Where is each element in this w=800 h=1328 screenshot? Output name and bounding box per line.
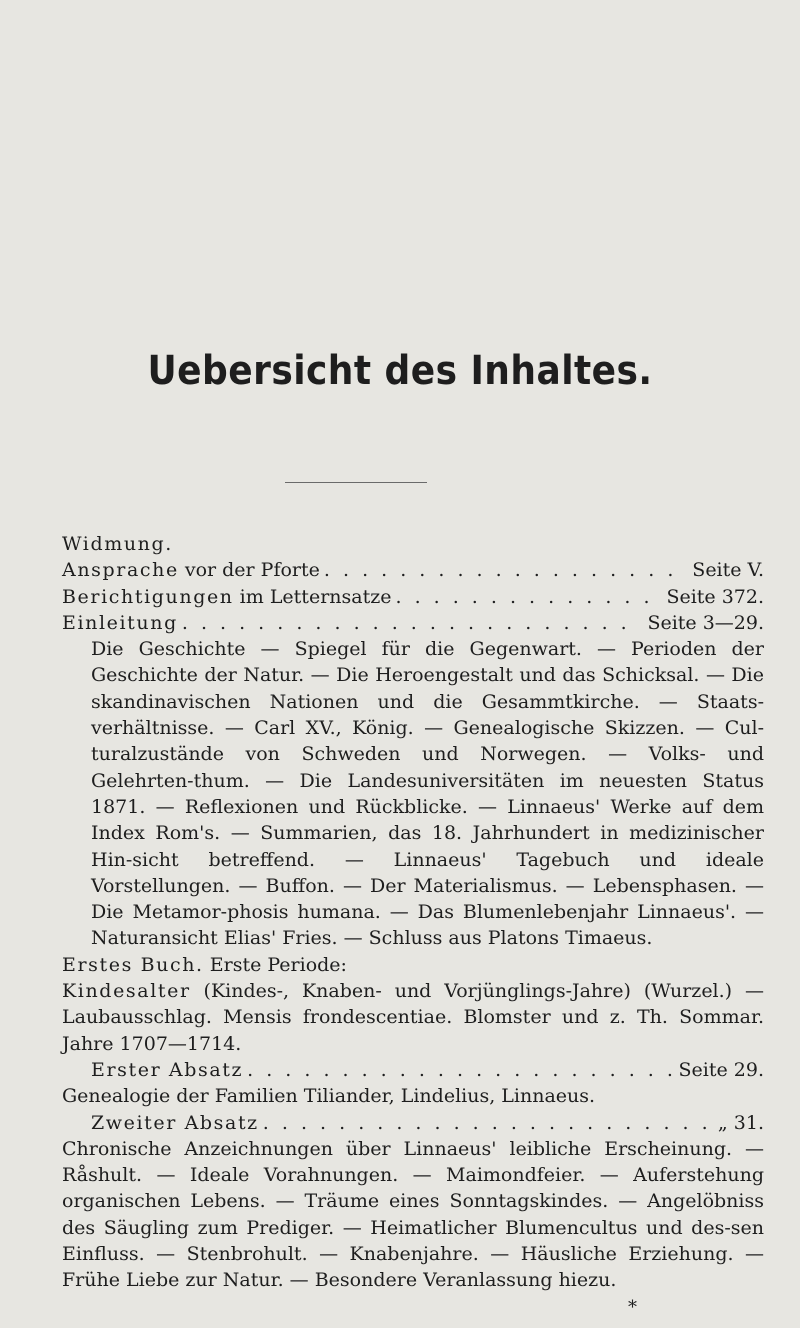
page-number: „ 31.	[717, 1111, 764, 1134]
toc-widmung: Widmung.	[62, 533, 173, 555]
page-number: Seite V.	[692, 559, 764, 582]
leader-dots	[243, 1057, 672, 1083]
page-number: Seite 3—29.	[647, 611, 764, 634]
absatz-2-description: Chronische Anzeichnungen über Linnaeus' leibliche Erscheinung. — Råshult. — Ideale Vorahnungen. — Maimondfeier. — Auferstehung organischen Lebens. — Träume eines Sonntagskindes. — Angelöbniss des Säugling zum Prediger. — Heimatlicher Blumencultus und des-sen Einfluss. — Stenbrohult. — Knabenjahre. — Häusliche Erziehung. — Frühe Liebe zur Natur. — Besondere Veranlassung hiezu.	[62, 1137, 764, 1292]
table-of-contents	[62, 531, 764, 1294]
einleitung-description: Die Geschichte — Spiegel für die Gegenwart. — Perioden der Geschichte der Natur. — Die Heroengestalt und das Schicksal. — Die skandinavischen Nationen und die Gesammtkirche. — Staats-verhältnisse. — Carl XV., König. — Genealogische Skizzen. — Cul-turalzustände von Schweden und Norwegen. — Volks- und Gelehrten-thum. — Die Landesuniversitäten im neuesten Status 1871. — Reflexionen und Rückblicke. — Linnaeus' Werke auf dem Index Rom's. — Summarien, das 18. Jahrhundert in medizinischer Hin-sicht betreffend. — Linnaeus' Tagebuch und ideale Vorstellungen. — Buffon. — Der Materialismus. — Lebensphasen. — Die Metamor-phosis humana. — Das Blumenlebenjahr Linnaeus'. — Naturansicht Elias' Fries. — Schluss aus Platons Timaeus.	[91, 638, 764, 950]
page-title: Uebersicht des Inhaltes.	[147, 348, 653, 394]
toc-entry-einleitung: Einleitung . . . Seite 3—29.	[62, 610, 764, 636]
footer-mark: *	[628, 1297, 637, 1318]
toc-entry-absatz-2: Zweiter Absatz . . . „ 31.	[62, 1110, 764, 1136]
toc-entry-absatz-1: Erster Absatz . . . Seite 29.	[62, 1057, 764, 1083]
leader-dots	[391, 584, 660, 610]
page-number: Seite 29.	[678, 1058, 764, 1081]
page-number: Seite 372.	[666, 585, 764, 608]
absatz-1-description: Genealogie der Familien Tiliander, Lindelius, Linnaeus.	[62, 1085, 596, 1108]
toc-entry-berichtigungen: Berichtigungen im Letternsatze . . . Seite 372.	[62, 584, 764, 610]
toc-kindesalter: Kindesalter (Kindes-, Knaben- und Vorjünglings-Jahre) (Wurzel.) — Laubausschlag. Mensis frondescentiae. Blomster und z. Th. Sommar. Jahre 1707—1714.	[62, 980, 764, 1055]
toc-buch: Erstes Buch. Erste Periode:	[62, 953, 347, 976]
leader-dots	[259, 1110, 712, 1136]
leader-dots	[320, 557, 686, 583]
divider-rule	[285, 482, 427, 483]
leader-dots	[178, 610, 642, 636]
toc-entry-ansprache: Ansprache vor der Pforte . . . Seite V.	[62, 557, 764, 583]
